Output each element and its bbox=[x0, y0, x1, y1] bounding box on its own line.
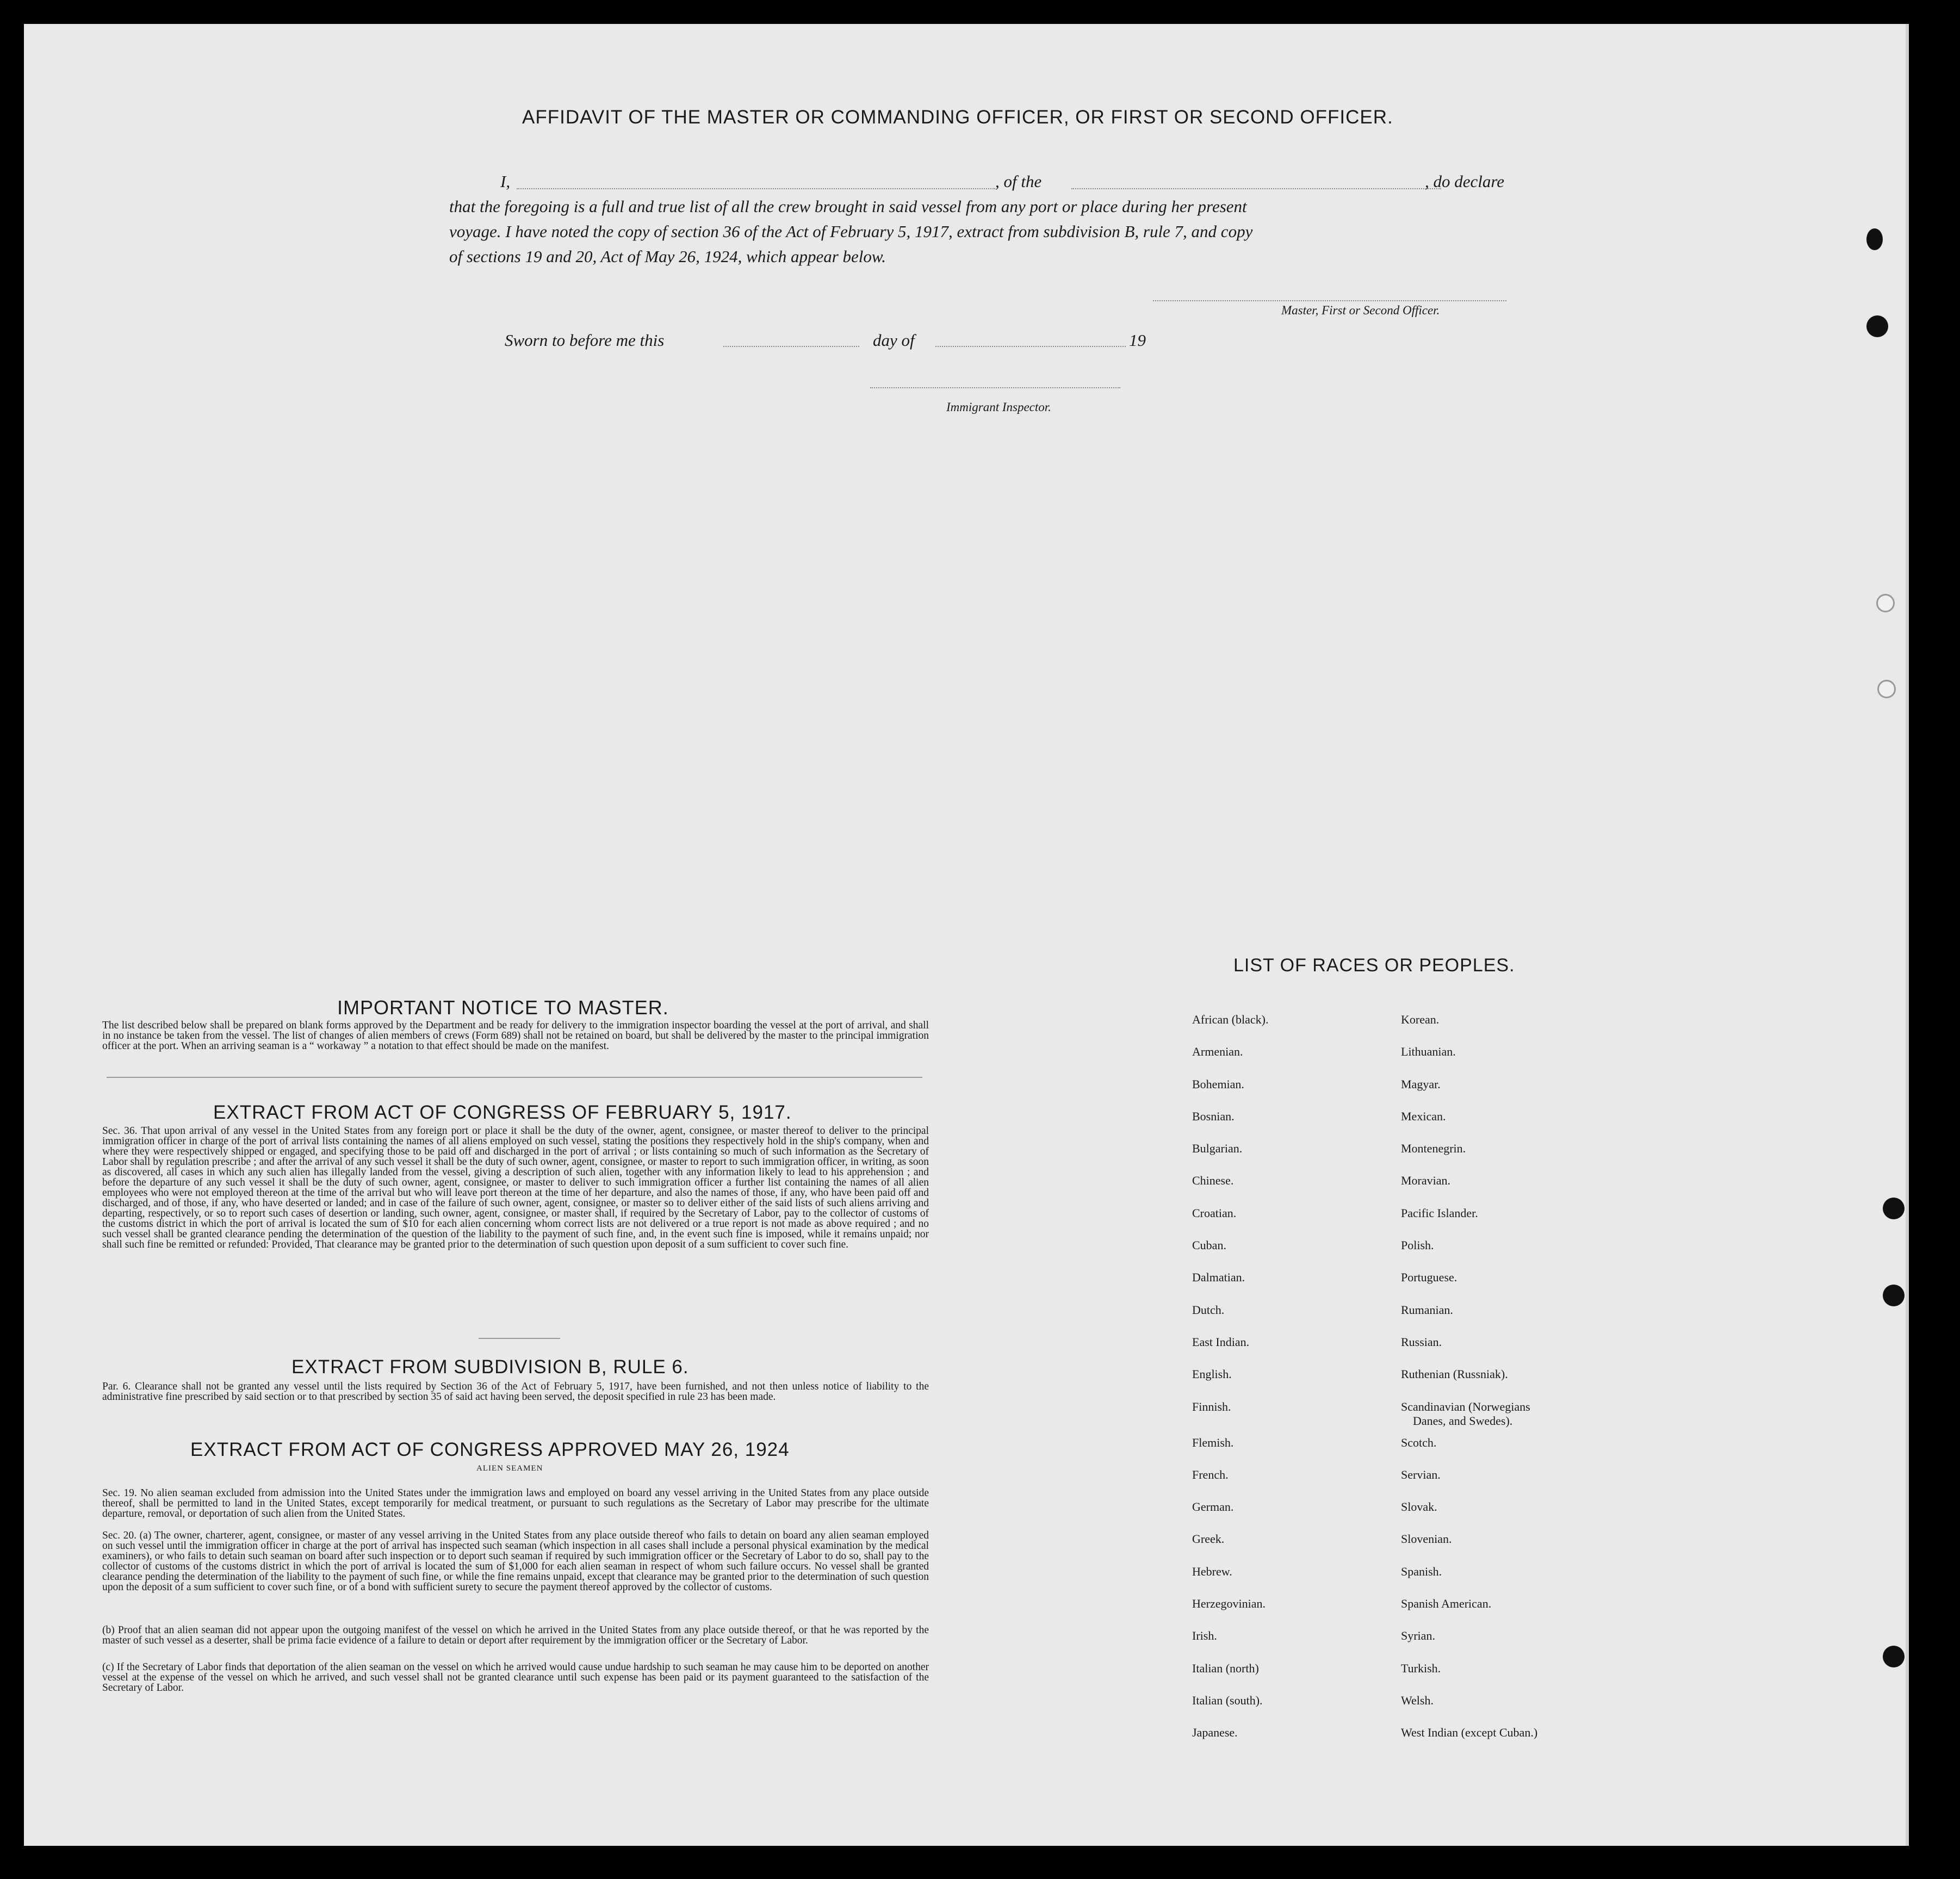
binder-hole bbox=[1883, 1646, 1905, 1667]
race-item: Greek. bbox=[1192, 1532, 1225, 1546]
day-of-label: day of bbox=[873, 331, 915, 350]
race-item: Moravian. bbox=[1401, 1174, 1451, 1188]
race-item: German. bbox=[1192, 1500, 1234, 1514]
race-item: Welsh. bbox=[1401, 1693, 1434, 1707]
race-item: French. bbox=[1192, 1467, 1229, 1481]
race-item: Irish. bbox=[1192, 1629, 1217, 1643]
extract-1924-sec20a: Sec. 20. (a) The owner, charterer, agent, consignee, or master of any vessel arriving in the United States from any place outside thereof who fails to detain on board any alien seaman employed on such vessel until the immigration officer in charge at the port of arrival has inspected such seaman (which inspection in all cases shall include a personal physical examination by the medical examiners), or who fails to detain such seaman on board after such inspection or to deport such seaman if required by such immigration officer or the Secretary of Labor to do so, shall pay to the collector of customs of the customs district in which the port of arrival is located the sum of $1,000 for each alien seaman in respect of whom such failure occurs. No vessel shall be granted clearance pending the determination of the liability to the payment of such fine, or while the fine remains unpaid, except that clearance may be granted prior to the determination of such question upon the deposit of a sum sufficient to cover such fine, or of a bond with sufficient surety to secure the payment thereof approved by the collector of customs. bbox=[102, 1530, 929, 1593]
race-item: Russian. bbox=[1401, 1335, 1442, 1349]
extract-1917-text: Sec. 36. That upon arrival of any vessel in the United States from any foreign port or place it shall be the duty of the owner, agent, consignee, or master thereof to deliver to the principal immigration officer in charge of the port of arrival lists containing the names of all aliens employed on such vessel, stating the positions they respectively hold in the ship's company, when and where they were respectively shipped or engaged, and specifying those to be paid off and discharged in the port of arrival ; or lists containing so much of such information as the Secretary of Labor shall by regulation prescribe ; and after the arrival of any such vessel it shall be the duty of such owner, agent, consignee, or master to report to such immigration officer, in writing, as soon as discovered, all cases in which any such alien has illegally landed from the vessel, giving a description of such alien, together with any information likely to lead to his apprehension ; and before the departure of any such vessel it shall be the duty of such owner, agent, consignee, or master to deliver to such immigration officer a further list containing the names of all alien employees who were not employed thereon at the time of the arrival but who will leave port thereon at the time of her departure, and also the names of those, if any, who have been paid off and discharged, and of those, if any, who have deserted or landed; and in case of the failure of such owner, agent, consignee, or master so to deliver either of the said lists of such aliens arriving and departing, respectively, or so to report such cases of desertion or landing, such owner, agent, consignee, or master shall, if required by the Secretary of Labor, pay to the collector of customs of the customs district in which the port of arrival is located the sum of $10 for each alien concerning whom correct lists are not delivered or a true report is not made as above required ; and no such vessel shall be granted clearance pending the determination of the question of the liability to the payment of such fine, and, in the event such fine is imposed, while it remains unpaid; nor shall such fine be remitted or refunded: Provided, That clearance may be granted prior to the determination of such question upon deposit of a sum sufficient to cover such fine. bbox=[102, 1125, 929, 1250]
race-item: Japanese. bbox=[1192, 1726, 1238, 1740]
race-item: Spanish. bbox=[1401, 1564, 1442, 1578]
race-item: Herzegovinian. bbox=[1192, 1597, 1266, 1611]
race-item: Bosnian. bbox=[1192, 1109, 1235, 1123]
affidavit-body-line-3: voyage. I have noted the copy of section 36 of the Act of February 5, 1917, extract from subdivision B, rule 7, and copy bbox=[449, 222, 1253, 241]
race-item: Spanish American. bbox=[1401, 1597, 1492, 1611]
races-column-1 bbox=[1192, 1013, 1268, 1758]
affidavit-body-line-4: of sections 19 and 20, Act of May 26, 1924, which appear below. bbox=[449, 247, 886, 266]
sworn-label: Sworn to before me this bbox=[505, 331, 665, 350]
race-item: Scotch. bbox=[1401, 1435, 1437, 1449]
binder-hole bbox=[1883, 1198, 1905, 1219]
race-item: Slovenian. bbox=[1401, 1532, 1452, 1546]
race-item: Polish. bbox=[1401, 1238, 1434, 1252]
race-item: West Indian (except Cuban.) bbox=[1401, 1726, 1538, 1740]
race-item: Dutch. bbox=[1192, 1303, 1225, 1317]
race-item: Dalmatian. bbox=[1192, 1270, 1245, 1285]
race-item: Bohemian. bbox=[1192, 1077, 1244, 1091]
sworn-day-line bbox=[723, 346, 859, 347]
inspector-signature-line bbox=[870, 387, 1120, 388]
notice-text: The list described below shall be prepared on blank forms approved by the Department and be ready for delivery to the immigration inspector boarding the vessel at the port of arrival, and shall in no instance be taken from the vessel. The list of changes of alien members of crews (Form 689) shall not be retained on board, but shall be delivered by the master to the principal immigration officer at the port. When an arriving seaman is a “ workaway ” a notation to that effect should be made on the manifest. bbox=[102, 1020, 929, 1052]
race-item: Croatian. bbox=[1192, 1206, 1237, 1220]
race-item: Montenegrin. bbox=[1401, 1142, 1466, 1156]
affidavit-i-label: I, bbox=[500, 172, 511, 191]
binder-hole bbox=[1883, 1285, 1905, 1306]
race-item: Italian (north) bbox=[1192, 1661, 1259, 1675]
race-item: Ruthenian (Russniak). bbox=[1401, 1367, 1508, 1381]
extract-1924-sec19: Sec. 19. No alien seaman excluded from admission into the United States under the immigration laws and employed on board any vessel arriving in the United States from any place outside thereof, shall be permitted to land in the United States, except temporarily for medical treatment, or pursuant to such regulations as the Secretary of Labor may prescribe for the ultimate departure, removal, or deportation of such alien from the United States. bbox=[102, 1487, 929, 1520]
race-item: Portuguese. bbox=[1401, 1270, 1457, 1285]
vessel-name-line bbox=[1071, 188, 1441, 189]
race-item: Pacific Islander. bbox=[1401, 1206, 1478, 1220]
race-item: Italian (south). bbox=[1192, 1693, 1263, 1707]
race-item: Magyar. bbox=[1401, 1077, 1441, 1091]
master-signature-line bbox=[1153, 300, 1506, 301]
rule6-title: EXTRACT FROM SUBDIVISION B, RULE 6. bbox=[291, 1356, 689, 1378]
affidavit-declare-label: , do declare bbox=[1425, 172, 1505, 191]
affidavit-of-the-label: , of the bbox=[995, 172, 1042, 191]
race-item: Mexican. bbox=[1401, 1109, 1446, 1123]
race-item: Bulgarian. bbox=[1192, 1142, 1243, 1156]
extract-1924-sec20b: (b) Proof that an alien seaman did not appear upon the outgoing manifest of the vessel on which he arrived in the United States from any place outside thereof, or that he was reported by the master of such vessel as a deserter, shall be prima facie evidence of a failure to detain or deport after requirement by the immigration officer or the Secretary of Labor. bbox=[102, 1624, 929, 1646]
year-label: 19 bbox=[1129, 331, 1146, 350]
race-item: Slovak. bbox=[1401, 1500, 1437, 1514]
race-item: African (black). bbox=[1192, 1013, 1269, 1026]
affidavit-body-line-2: that the foregoing is a full and true list of all the crew brought in said vessel from any port or place during her present bbox=[449, 197, 1247, 216]
master-name-line bbox=[517, 188, 995, 189]
race-item: East Indian. bbox=[1192, 1335, 1250, 1349]
race-item: Rumanian. bbox=[1401, 1303, 1453, 1317]
race-item: Korean. bbox=[1401, 1013, 1440, 1026]
race-item: Armenian. bbox=[1192, 1045, 1243, 1059]
extract-1917-divider bbox=[479, 1338, 560, 1339]
races-title: LIST OF RACES OR PEOPLES. bbox=[1233, 955, 1515, 976]
races-column-2 bbox=[1401, 1013, 1537, 1758]
race-item: English. bbox=[1192, 1367, 1232, 1381]
race-item: Flemish. bbox=[1192, 1435, 1234, 1449]
race-item: Lithuanian. bbox=[1401, 1045, 1456, 1059]
notice-title: IMPORTANT NOTICE TO MASTER. bbox=[337, 996, 669, 1019]
race-item: Turkish. bbox=[1401, 1661, 1441, 1675]
binder-hole bbox=[1877, 680, 1896, 698]
race-item: Servian. bbox=[1401, 1467, 1441, 1481]
extract-1924-title: EXTRACT FROM ACT OF CONGRESS APPROVED MAY 26, 1924 bbox=[190, 1439, 790, 1460]
affidavit-title: AFFIDAVIT OF THE MASTER OR COMMANDING OFFICER, OR FIRST OR SECOND OFFICER. bbox=[522, 107, 1393, 128]
alien-seamen-subtitle: ALIEN SEAMEN bbox=[476, 1464, 543, 1473]
extract-1924-sec20c: (c) If the Secretary of Labor finds that deportation of the alien seaman on the vessel on which he arrived would cause undue hardship to such seaman he may cause him to be deported on another vessel at the expense of the vessel on which he arrived, and such vessel shall not be granted clearance until such expense has been paid or its payment guaranteed to the satisfaction of the Secretary of Labor. bbox=[102, 1661, 929, 1694]
sworn-month-line bbox=[935, 346, 1126, 347]
race-item: Syrian. bbox=[1401, 1629, 1435, 1643]
inspector-label: Immigrant Inspector. bbox=[946, 400, 1051, 414]
binder-hole bbox=[1866, 315, 1888, 337]
rule6-text: Par. 6. Clearance shall not be granted any vessel until the lists required by Section 36 of the Act of February 5, 1917, have been furnished, and not then unless notice of liability to the administrative fine prescribed by said section or to that prescribed by section 35 of said act having been served, the deposit specified in rule 23 has been made. bbox=[102, 1381, 929, 1403]
race-item: Chinese. bbox=[1192, 1174, 1234, 1188]
binder-hole bbox=[1866, 228, 1883, 250]
race-item: Hebrew. bbox=[1192, 1564, 1232, 1578]
race-item: Cuban. bbox=[1192, 1238, 1226, 1252]
race-item: Scandinavian (Norwegians Danes, and Swedes). bbox=[1401, 1399, 1530, 1428]
binder-hole bbox=[1876, 594, 1895, 612]
extract-1917-title: EXTRACT FROM ACT OF CONGRESS OF FEBRUARY 5, 1917. bbox=[213, 1102, 792, 1123]
notice-divider bbox=[107, 1077, 922, 1078]
master-signature-label: Master, First or Second Officer. bbox=[1281, 303, 1440, 317]
race-item: Finnish. bbox=[1192, 1399, 1231, 1413]
